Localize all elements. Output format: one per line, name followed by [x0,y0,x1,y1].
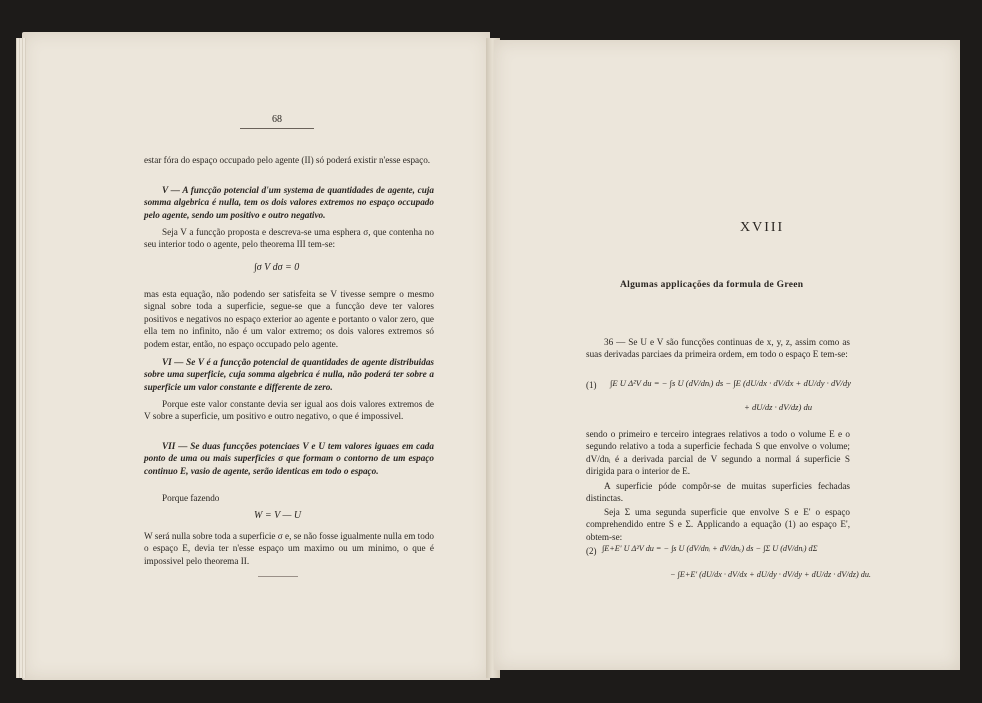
right-page [494,40,960,670]
section-title: Algumas applicações da formula de Green [620,280,804,290]
equation: ∫E+E' U Δ²V du = − ∫s U (dV/dnᵢ + dV/dnₑ) ds − ∫Σ U (dV/dnᵢ) dΣ [602,544,818,553]
end-rule [258,576,298,577]
page-number: 68 [272,114,282,125]
chapter-number: XVIII [740,220,785,235]
equation-label: (1) [586,380,597,390]
paragraph: Porque fazendo [162,493,220,503]
theorem-vi: VI — Se V é a funcção potencial de quantidades de agente distribuidas sobre uma superficie, cuja somma algebrica é nulla, não poderá ter sobre a superficie um valor constante e differente de zero. [144,357,434,392]
paragraph: Porque este valor constante devia ser igual aos dois valores extremos de V sobre a superficie, um positivo e outro negativo, o que é impossivel. [144,399,434,422]
left-page [22,32,490,680]
paragraph: sendo o primeiro e terceiro integraes relativos a todo o volume E e o segundo relativo a toda a superficie fechada S que envolve o volume; dV/dnᵢ é a derivada parcial de V segundo a normal á superficie S dirigida para o interior de E. [586,429,850,477]
paragraph: 36 — Se U e V são funcções continuas de x, y, z, assim como as suas derivadas parciaes da primeira ordem, em todo o espaço E tem-se: [586,337,850,360]
equation: ∫E U Δ²V du = − ∫s U (dV/dnᵢ) ds − ∫E (dU/dx · dV/dx + dU/dy · dV/dy [610,378,851,388]
equation-label: (2) [586,546,597,556]
paragraph: Seja Σ uma segunda superficie que envolve S e E' o espaço comprehendido entre S e Σ. Applicando a equação (1) ao espaço E', obtem-se: [586,507,850,542]
theorem-vii: VII — Se duas funcções potenciaes V e U tem valores iguaes em cada ponto de uma ou mais superficies σ que formam o contorno de um espaço continuo E, vasio de agente, serão identicas em todo o espaço. [144,441,434,476]
equation: W = V — U [254,510,302,521]
paragraph: mas esta equação, não podendo ser satisfeita se V tivesse sempre o mesmo signal sobre toda a superficie, segue-se que a funcção deve ter valores positivos e negativos no espaço exterior ao agente e portanto o valor zero, que ella tem no infinito, não é um valor extremo; os dois valores extremos só podem estar, então, no espaço occupado pelo agente. [144,289,434,349]
header-rule [240,128,314,129]
paragraph: Seja V a funcção proposta e descreva-se uma esphera σ, que contenha no seu interior todo o agente, pelo theorema III tem-se: [144,227,434,250]
paragraph: A superficie póde compôr-se de muitas superficies fechadas distinctas. [586,481,850,504]
paragraph: W será nulla sobre toda a superficie σ e, se não fosse igualmente nulla em todo o espaço E, devia ter n'esse espaço um maximo ou um minimo, o que é impossivel pelo theorema II. [144,531,435,566]
page-stack-edge [16,38,26,678]
equation: + dU/dz · dV/dz) du [744,402,813,412]
paragraph: estar fóra do espaço occupado pelo agente (II) só poderá existir n'esse espaço. [144,155,431,165]
theorem-v: V — A funcção potencial d'um systema de quantidades de agente, cuja somma algebrica é nulla, tem os dois valores extremos no espaço occupado pelo agente, sendo um positivo e outro negativo. [144,185,434,220]
equation: − ∫E+E' (dU/dx · dV/dx + dU/dy · dV/dy + dU/dz · dV/dz) du. [670,570,871,579]
equation: ∫σ V dσ = 0 [254,262,300,273]
